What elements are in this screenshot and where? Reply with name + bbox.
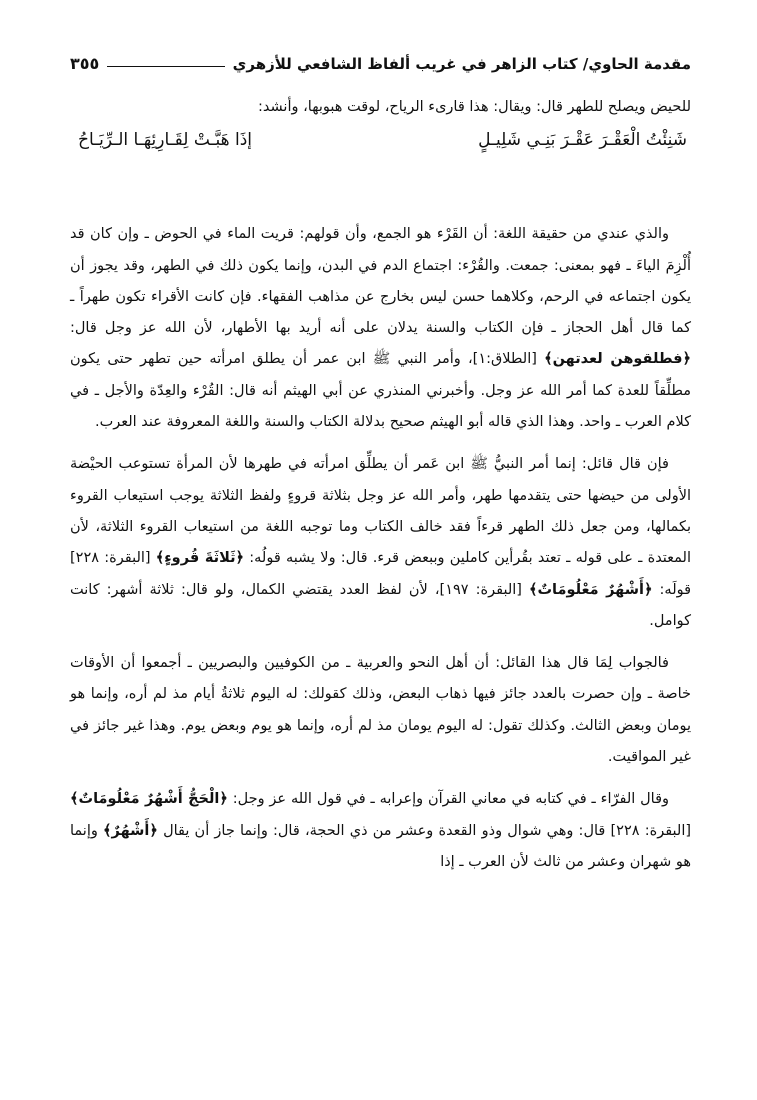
quran-quote: ﴿أَشْهُرٌ مَعْلُومَاتٌ﴾ bbox=[528, 581, 653, 598]
intro-line: للحيض ويصلح للطهر قال: ويقال: هذا قارىء الرياح، لوقت هبوبها، وأنشد: bbox=[257, 99, 691, 115]
paragraph-4 bbox=[70, 784, 691, 878]
quran-quote: ﴿ثَلاثَةَ قُروءٍ﴾ bbox=[155, 550, 245, 567]
poetry-verse bbox=[70, 123, 691, 157]
paragraph-1-tail: [الطلاق:١]، وأمر النبي ﷺ ابن عمر أن يطلق امرأته حين تطهر حتى يكون مطلِّقاً للعدة كما أمر الله عز وجل. وأخبرني المنذري عن أبي الهيثم أنه قال: القُرْء والعِدّة والأجل ـ في كلام العرب ـ واحد. وهذا الذي قاله أبو الهيثم صحيح بدلالة الكتاب والسنة واللغة المعروفة عند العرب. bbox=[70, 351, 691, 431]
body-text bbox=[70, 92, 691, 878]
paragraph-1-text: والذي عندي من حقيقة اللغة: أن القَرْء هو الجمع، وأن قولهم: قريت الماء في الحوض ـ وإن كان قد أُلْزِمَ الياءَ ـ فهو بمعنى: جمعت. والقُرْء: اجتماع الدم في البدن، وإنما يكون ذلك في الطهر، وقد يجوز أن يكون اجتماعه في الرحم، وكلاهما حسن ليس بخارج عن مذاهب الفقهاء. فإن كانت الأقراء تكون طهراً ـ كما قال أهل الحجاز ـ فإن الكتاب والسنة يدلان على أنه أريد بها الأطهار، لأن الله عز وجل قال: bbox=[70, 226, 691, 337]
verse-right-hemistich: شَنِئْتُ الْعَقْـرَ عَقْـرَ بَنِـي شَلِيـلٍ bbox=[478, 130, 687, 151]
paragraph-4-text-c: وإنما هو شهران وعشر من ثالث لأن العرب ـ إذا bbox=[70, 822, 691, 870]
running-header bbox=[70, 50, 691, 78]
verse-spacer bbox=[70, 157, 691, 219]
paragraph-4-text-a: وقال الفرّاء ـ في كتابه في معاني القرآن وإعرابه ـ في قول الله عز وجل: bbox=[232, 791, 670, 808]
header-title: مقدمة الحاوي/ كتاب الزاهر في غريب ألفاظ الشافعي للأزهري bbox=[232, 55, 691, 73]
quran-quote: ﴿فطلقوهن لعدتهن﴾ bbox=[544, 351, 691, 368]
paragraph-2-text-b: [البقرة: ٢٢٨] قولَه: bbox=[70, 550, 692, 598]
paragraph-3: فالجواب لِمَا قال هذا القائل: أن أهل النحو والعربية ـ من الكوفيين والبصريين ـ أجمعوا أن الأوقات خاصة ـ وإن حصرت بالعدد جائز فيها ذهاب البعض، وذلك كقولك: له اليوم ثلاثةُ أيام مذ لم أره، وإنما هو يومان وبعض الثالث. وكذلك تقول: له اليوم يومان مذ لم أره، وإنما هو يوم وبعض يوم. وهذا غير جائز في غير المواقيت. bbox=[70, 655, 691, 766]
paragraph-2-text-c: [البقرة: ١٩٧]، لأن لفظ العدد يقتضي الكمال، ولو قال: ثلاثة أشهر: كانت كوامل. bbox=[70, 581, 691, 629]
paragraph-2 bbox=[70, 449, 691, 637]
paragraph-4-text-b: [البقرة: ٢٢٨] قال: وهي شوال وذو القعدة وعشر من ذي الحجة، قال: وإنما جاز أن يقال bbox=[163, 822, 692, 839]
paragraph-1 bbox=[70, 219, 691, 438]
quran-quote: ﴿أَشْهُرٌ﴾ bbox=[103, 822, 158, 839]
page-number: ٣٥٥ bbox=[70, 54, 100, 73]
verse-left-hemistich: إذَا هَبَّـتْ لِقَـارِئِهَـا الـرِّيَـاحُ bbox=[78, 130, 253, 151]
quran-quote: ﴿الْحَجُّ أَشْهُرٌ مَعْلُومَاتٌ﴾ bbox=[70, 791, 228, 808]
header-rule bbox=[107, 66, 224, 67]
paragraph-2-text-a: فإن قال قائل: إنما أمر النبيُّ ﷺ ابن عَمر أن يطلِّق امرأته في طهرها لأن المرأة تستوعب الحيْضة الأولى من حيضها حتى يتقدمها طهر، وأمر الله عز وجل بثلاثة قروءٍ ولفظ الثلاثة يوجب استيعاب القروء بكمالها، ومن جعل ذلك الطهر قرءاً فقد خالف الكتاب وما توجبه اللغة من استيعاب القروء الثلاثة، لأن المعتدة ـ على قوله ـ تعتد بقُرأين كاملين وببعض قرء. قال: ولا يشبه قولُه: bbox=[70, 456, 692, 567]
